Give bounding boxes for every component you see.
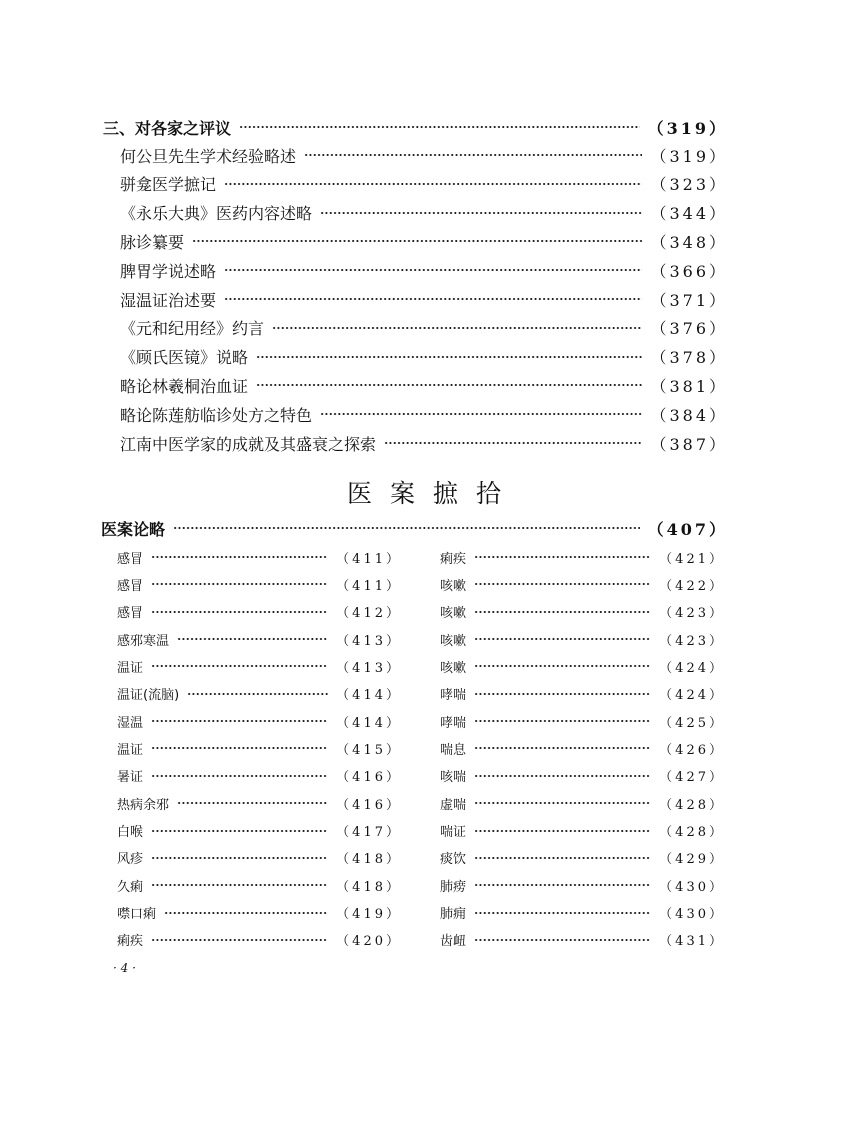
dot-leader (151, 719, 328, 723)
toc-entry-page: （384） (650, 405, 728, 425)
dot-leader (474, 692, 651, 696)
toc-entry-page: （420） (336, 934, 402, 950)
toc-entry (117, 602, 402, 622)
toc-entry-title: 痢疾 (440, 551, 467, 567)
toc-entry-page: （422） (659, 578, 725, 594)
toc-entry-page: （319） (650, 146, 728, 166)
toc-entry-page: （381） (650, 376, 728, 396)
toc-entry (117, 930, 402, 950)
toc-entry (117, 711, 402, 731)
toc-entry-title: 齿衄 (440, 934, 467, 950)
toc-entry-page: （371） (650, 290, 728, 310)
dot-leader (474, 637, 651, 641)
dot-leader (151, 664, 328, 668)
toc-entry-title: 略论陈莲舫临诊处方之特色 (120, 405, 313, 425)
toc-entry-page: （344） (650, 204, 728, 224)
toc-entry-title: 脉诊纂要 (120, 232, 185, 252)
toc-entry-title: 湿温 (117, 715, 144, 731)
toc-entry (117, 875, 402, 895)
toc-entry (440, 793, 725, 813)
toc-entry (120, 402, 728, 426)
dot-leader (151, 555, 328, 559)
toc-entry-title: 暑证 (117, 770, 144, 786)
toc-entry-title: 虚喘 (440, 797, 467, 813)
dot-leader (187, 692, 328, 696)
toc-entry (120, 201, 728, 225)
dot-leader (151, 856, 328, 860)
toc-entry (440, 930, 725, 950)
dot-leader (474, 883, 651, 887)
toc-entry (440, 875, 725, 895)
toc-heading-section-3 (103, 115, 728, 139)
toc-entry-page: （414） (336, 715, 402, 731)
dot-leader (474, 610, 651, 614)
toc-entry-page: （412） (336, 606, 402, 622)
toc-entry-title: 何公旦先生学术经验略述 (120, 146, 297, 166)
toc-entry-page: （413） (336, 660, 402, 676)
dot-leader (164, 911, 328, 915)
toc-entry-page: （424） (659, 688, 725, 704)
toc-entry (117, 684, 402, 704)
toc-entry-page: （414） (336, 688, 402, 704)
toc-entry (117, 766, 402, 786)
toc-entry-page: （366） (650, 261, 728, 281)
toc-entry-title: 江南中医学家的成就及其盛衰之探索 (120, 434, 377, 454)
toc-entry-page: （421） (659, 551, 725, 567)
dot-leader (320, 211, 642, 215)
dot-leader (151, 582, 328, 586)
toc-entry (440, 848, 725, 868)
toc-entry (120, 373, 728, 397)
toc-entry (120, 143, 728, 167)
dot-leader (474, 555, 651, 559)
dot-leader (474, 829, 651, 833)
toc-entry-title: 温证(流脑) (117, 688, 180, 704)
toc-entry (120, 229, 728, 253)
dot-leader (474, 719, 651, 723)
toc-entry-page: （429） (659, 852, 725, 868)
toc-entry-title: 《顾氏医镜》说略 (120, 348, 249, 368)
dot-leader (224, 297, 642, 301)
dot-leader (272, 326, 642, 330)
toc-entry-title: 咳喘 (440, 770, 467, 786)
toc-entry (117, 574, 402, 594)
toc-entry-title: 喘息 (440, 742, 467, 758)
dot-leader (239, 125, 640, 129)
toc-entry-page: （417） (336, 825, 402, 840)
dot-leader (151, 938, 328, 942)
toc-entry (440, 547, 725, 567)
toc-entry-title: 温证 (117, 660, 144, 676)
toc-entry-title: 肺痨 (440, 879, 467, 895)
toc-entry-page: （423） (659, 633, 725, 649)
toc-entry (440, 656, 725, 676)
toc-entry-page: （387） (650, 434, 728, 454)
part-title: 医案摭拾 (346, 479, 519, 508)
toc-entry-title: 医案论略 (101, 519, 166, 539)
toc-entry-title: 热病余邪 (117, 797, 170, 813)
dot-leader (474, 938, 651, 942)
toc-entry (440, 711, 725, 731)
toc-entry-page: （418） (336, 879, 402, 895)
toc-entry-title: 骈龛医学摭记 (120, 175, 217, 195)
toc-entry-title: 感冒 (117, 551, 144, 567)
toc-heading-cases (101, 516, 728, 540)
toc-entry (440, 574, 725, 594)
toc-entry (440, 766, 725, 786)
toc-entry-title: 咳嗽 (440, 578, 467, 594)
toc-entry (117, 903, 402, 923)
toc-entry (440, 821, 725, 841)
toc-entry-page: （413） (336, 633, 402, 649)
toc-entry (120, 172, 728, 196)
toc-entry-page: （416） (336, 770, 402, 786)
dot-leader (256, 383, 642, 387)
dot-leader (177, 637, 328, 641)
toc-entry-page: （415） (336, 742, 402, 758)
dot-leader (151, 774, 328, 778)
toc-entry (117, 738, 402, 758)
dot-leader (151, 829, 328, 833)
toc-entry-page: （407） (647, 519, 728, 539)
toc-entry-page: （348） (650, 232, 728, 252)
toc-entry-title: 哮喘 (440, 715, 467, 731)
toc-entry-title: 湿温证治述要 (120, 290, 217, 310)
toc-entry-page: （428） (659, 797, 725, 813)
toc-entry-title: 咳嗽 (440, 606, 467, 622)
dot-leader (173, 526, 640, 530)
toc-entry-page: （323） (650, 175, 728, 195)
toc-entry (120, 316, 728, 340)
toc-entry-page: （411） (336, 578, 402, 594)
toc-entry-page: （411） (336, 551, 402, 567)
toc-entry (117, 547, 402, 567)
toc-entry-title: 肺痈 (440, 907, 467, 923)
toc-entry (440, 602, 725, 622)
toc-entry-title: 痢疾 (117, 934, 144, 950)
toc-entry-title: 三、对各家之评议 (103, 118, 232, 138)
toc-entry-title: 脾胃学说述略 (120, 261, 217, 281)
dot-leader (384, 441, 642, 445)
toc-entry-page: （427） (659, 770, 725, 786)
toc-entry-page: （416） (336, 797, 402, 813)
toc-entry-page: （378） (650, 348, 728, 368)
toc-entry-page: （428） (659, 825, 725, 840)
toc-entry-title: 久痢 (117, 879, 144, 895)
dot-leader (474, 746, 651, 750)
page-number: · 4 · (113, 961, 136, 975)
toc-entry-page: （430） (659, 879, 725, 895)
dot-leader (474, 582, 651, 586)
dot-leader (151, 883, 328, 887)
toc-entry-page: （319） (647, 118, 728, 138)
toc-entry-page: （431） (659, 934, 725, 950)
dot-leader (474, 911, 651, 915)
dot-leader (224, 268, 642, 272)
toc-entry-title: 感邪寒温 (117, 633, 170, 649)
dot-leader (474, 774, 651, 778)
toc-entry-page: （430） (659, 907, 725, 923)
toc-entry-title: 风疹 (117, 852, 144, 868)
toc-entry (120, 431, 728, 455)
toc-entry-page: （424） (659, 660, 725, 676)
toc-entry-title: 《元和纪用经》约言 (120, 319, 265, 339)
toc-entry-page: （425） (659, 715, 725, 731)
dot-leader (474, 664, 651, 668)
toc-entry-title: 略论林羲桐治血证 (120, 376, 249, 396)
dot-leader (256, 355, 642, 359)
toc-entry-title: 咳嗽 (440, 660, 467, 676)
toc-entry-title: 哮喘 (440, 688, 467, 704)
toc-entry-title: 噤口痢 (117, 907, 157, 923)
dot-leader (192, 239, 642, 243)
toc-entry (120, 287, 728, 311)
toc-entry (120, 345, 728, 369)
dot-leader (151, 746, 328, 750)
toc-entry-title: 喘证 (440, 825, 467, 840)
dot-leader (304, 153, 642, 157)
toc-entry (440, 684, 725, 704)
toc-entry-page: （376） (650, 319, 728, 339)
toc-entry (440, 903, 725, 923)
toc-entry-title: 咳嗽 (440, 633, 467, 649)
toc-entry (117, 629, 402, 649)
toc-entry (117, 821, 402, 841)
dot-leader (177, 801, 328, 805)
toc-entry-page: （426） (659, 742, 725, 758)
toc-entry-title: 《永乐大典》医药内容述略 (120, 204, 313, 224)
toc-entry-title: 感冒 (117, 578, 144, 594)
toc-entry-title: 痰饮 (440, 852, 467, 868)
dot-leader (224, 182, 642, 186)
toc-entry (117, 793, 402, 813)
toc-entry (440, 629, 725, 649)
dot-leader (474, 801, 651, 805)
toc-entry (440, 738, 725, 758)
toc-entry (120, 258, 728, 282)
toc-entry-page: （419） (336, 907, 402, 923)
toc-entry (117, 656, 402, 676)
dot-leader (474, 856, 651, 860)
toc-entry-title: 温证 (117, 742, 144, 758)
toc-entry-page: （418） (336, 852, 402, 868)
toc-entry-title: 感冒 (117, 606, 144, 622)
toc-entry (117, 848, 402, 868)
dot-leader (151, 610, 328, 614)
toc-entry-title: 白喉 (117, 825, 144, 840)
toc-entry-page: （423） (659, 606, 725, 622)
dot-leader (320, 412, 642, 416)
